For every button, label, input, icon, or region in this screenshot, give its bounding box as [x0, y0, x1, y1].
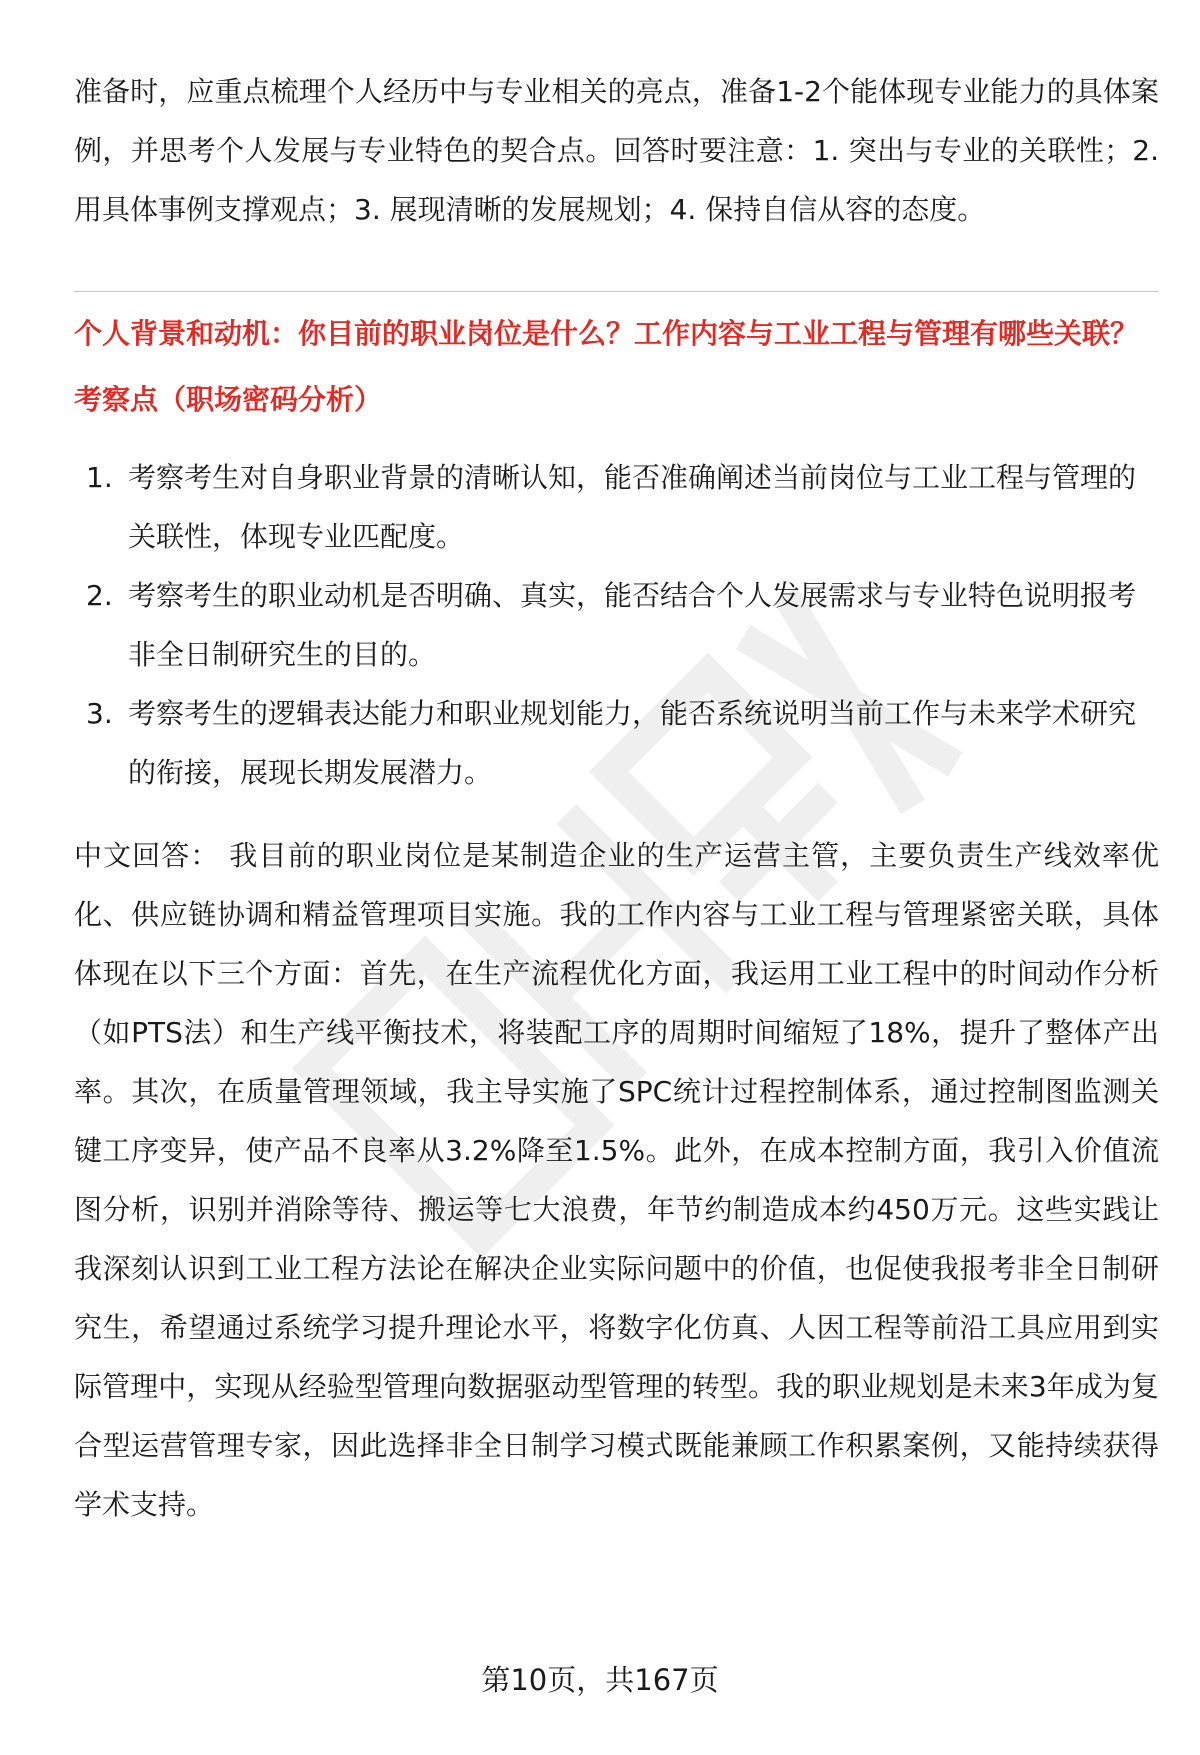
list-item-number: 1. [86, 461, 113, 494]
answer-paragraph: 中文回答： 我目前的职业岗位是某制造企业的生产运营主管，主要负责生产线效率优化、供应链协调和精益管理项目实施。我的工作内容与工业工程与管理紧密关联，具体体现在以下三个方面：首先，在生产流程优化方面，我运用工业工程中的时间动作分析（如PTS法）和生产线平衡技术，将装配工序的周期时间缩短了18%，提升了整体产出率。其次，在质量管理领域，我主导实施了SPC统计过程控制体系，通过控制图监测关键工序变异，使产品不良率从3.2%降至1.5%。此外，在成本控制方面，我引入价值流图分析，识别并消除等待、搬运等七大浪费，年节约制造成本约450万元。这些实践让我深刻认识到工业工程方法论在解决企业实际问题中的价值，也促使我报考非全日制研究生，希望通过系统学习提升理论水平，将数字化仿真、人因工程等前沿工具应用到实际管理中，实现从经验型管理向数据驱动型管理的转型。我的职业规划是未来3年成为复合型运营管理专家，因此选择非全日制学习模式既能兼顾工作积累案例，又能持续获得学术支持。 [74, 839, 1159, 1521]
list-item-number: 3. [86, 697, 113, 730]
intro-paragraph: 准备时，应重点梳理个人经历中与专业相关的亮点，准备1-2个能体现专业能力的具体案例，并思考个人发展与专业特色的契合点。回答时要注意：1. 突出与专业的关联性；2. 用具体事例支撑观点；3. 展现清晰的发展规划；4. 保持自信从容的态度。 [74, 75, 1159, 226]
list-item [74, 566, 1159, 684]
page-number-footer: 第10页，共167页 [481, 1663, 719, 1697]
list-item-number: 2. [86, 579, 113, 612]
list-item-text: 考察考生的逻辑表达能力和职业规划能力，能否系统说明当前工作与未来学术研究的衔接，展现长期发展潜力。 [128, 697, 1137, 789]
list-item-text: 考察考生的职业动机是否明确、真实，能否结合个人发展需求与专业特色说明报考非全日制研究生的目的。 [128, 579, 1137, 671]
list-item [74, 684, 1159, 802]
question-heading: 个人背景和动机：你目前的职业岗位是什么？工作内容与工业工程与管理有哪些关联？ [74, 317, 1139, 350]
section-divider [74, 291, 1159, 292]
list-item-text: 考察考生对自身职业背景的清晰认知，能否准确阐述当前岗位与工业工程与管理的关联性，体现专业匹配度。 [128, 461, 1137, 553]
document-page [74, 62, 1159, 1534]
assessment-points-list [74, 448, 1159, 802]
list-item [74, 448, 1159, 566]
assessment-heading: 考察点（职场密码分析） [74, 383, 383, 416]
